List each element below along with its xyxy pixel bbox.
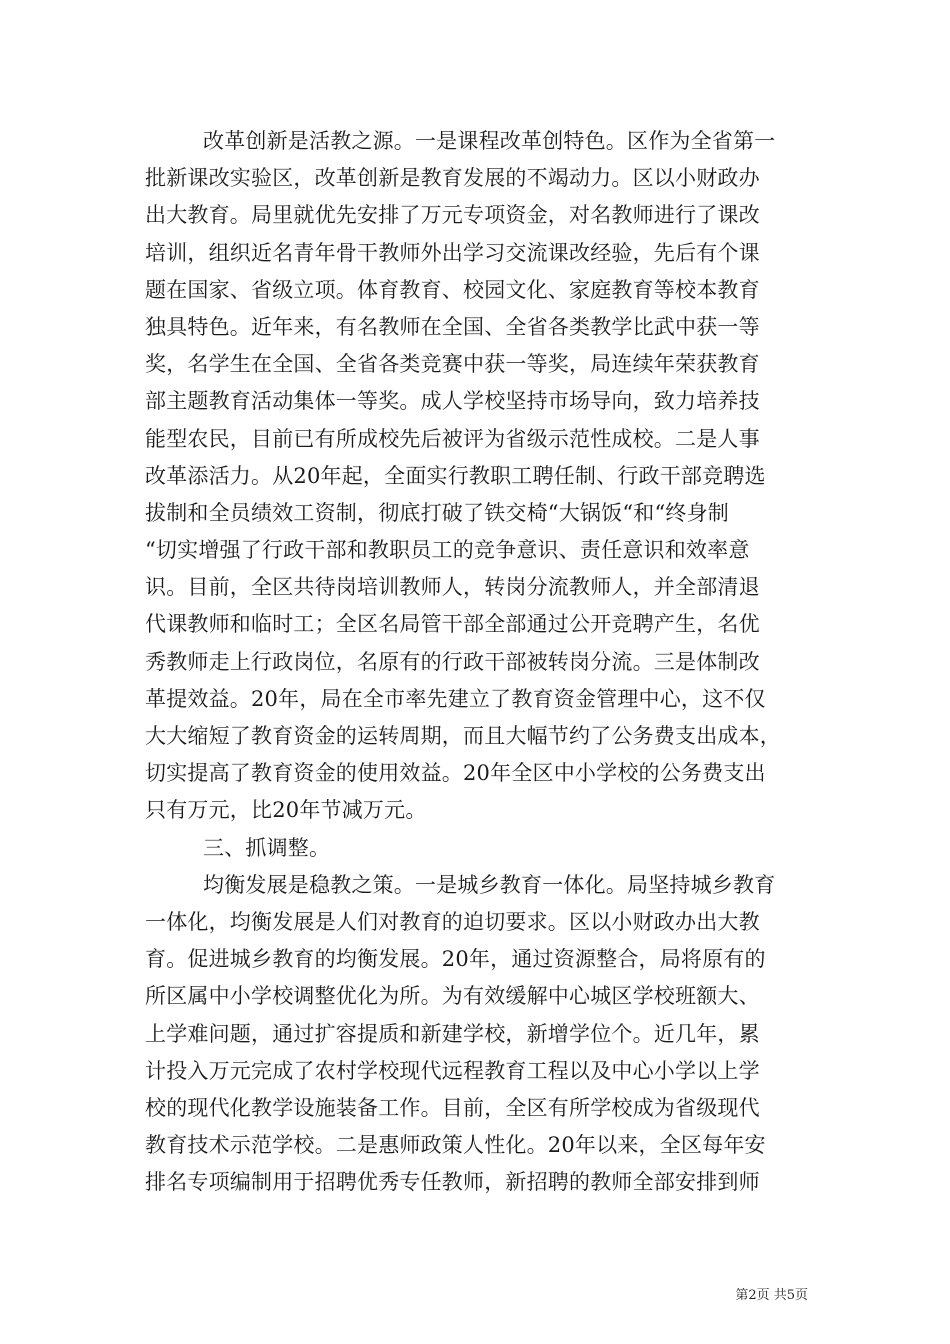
paragraph-line: 识。目前，全区共待岗培训教师人，转岗分流教师人，并全部清退 — [145, 575, 760, 600]
paragraph-line: 批新课改实验区，改革创新是教育发展的不竭动力。区以小财政办 — [145, 166, 760, 191]
paragraph-line: 改革添活力。从20年起，全面实行教职工聘任制、行政干部竞聘选 — [145, 463, 766, 488]
paragraph-line: 只有万元，比20年节减万元。 — [145, 798, 427, 823]
page-number: 第2页 共5页 — [735, 1288, 808, 1303]
paragraph-line: 一体化，均衡发展是人们对教育的迫切要求。区以小财政办出大教 — [145, 909, 760, 934]
paragraph-line: “切实增强了行政干部和教职员工的竞争意识、责任意识和效率意 — [145, 538, 750, 563]
paragraph-line: 独具特色。近年来，有名教师在全国、全省各类教学比武中获一等 — [145, 314, 760, 339]
document-body — [145, 123, 813, 1201]
paragraph-line: 培训，组织近名青年骨干教师外出学习交流课改经验，先后有个课 — [145, 240, 760, 265]
paragraph-line: 计投入万元完成了农村学校现代远程教育工程以及中心小学以上学 — [145, 1058, 760, 1083]
paragraph-line: 秀教师走上行政岗位，名原有的行政干部被转岗分流。三是体制改 — [145, 649, 760, 674]
paragraph-line: 所区属中小学校调整优化为所。为有效缓解中心城区学校班额大、 — [145, 984, 760, 1009]
paragraph-line: 题在国家、省级立项。体育教育、校园文化、家庭教育等校本教育 — [145, 277, 760, 302]
paragraph-line: 拔制和全员绩效工资制，彻底打破了铁交椅“大锅饭“和“终身制 — [145, 500, 730, 525]
paragraph-line: 均衡发展是稳教之策。一是城乡教育一体化。局坚持城乡教育 — [203, 872, 776, 897]
paragraph-line: 代课教师和临时工；全区名局管干部全部通过公开竞聘产生，名优 — [145, 612, 760, 637]
section-heading: 三、抓调整。 — [203, 835, 331, 860]
paragraph-line: 部主题教育活动集体一等奖。成人学校坚持市场导向，致力培养技 — [145, 389, 760, 414]
paragraph-line: 切实提高了教育资金的使用效益。20年全区中小学校的公务费支出 — [145, 761, 766, 786]
paragraph-line: 奖，名学生在全国、全省各类竞赛中获一等奖，局连续年荣获教育 — [145, 352, 760, 377]
paragraph-line: 出大教育。局里就优先安排了万元专项资金，对名教师进行了课改 — [145, 203, 760, 228]
paragraph-line: 排名专项编制用于招聘优秀专任教师，新招聘的教师全部安排到师 — [145, 1170, 760, 1195]
paragraph-line: 教育技术示范学校。二是惠师政策人性化。20年以来，全区每年安 — [145, 1133, 766, 1158]
paragraph-line: 革提效益。20年，局在全市率先建立了教育资金管理中心，这不仅 — [145, 686, 766, 711]
paragraph-line: 大大缩短了教育资金的运转周期，而且大幅节约了公务费支出成本， — [145, 724, 781, 748]
paragraph-line: 上学难问题，通过扩容提质和新建学校，新增学位个。近几年，累 — [145, 1021, 760, 1046]
paragraph-line: 育。促进城乡教育的均衡发展。20年，通过资源整合，局将原有的 — [145, 947, 766, 972]
paragraph-line: 校的现代化教学设施装备工作。目前，全区有所学校成为省级现代 — [145, 1095, 760, 1120]
paragraph-line: 改革创新是活教之源。一是课程改革创特色。区作为全省第一 — [203, 129, 776, 153]
paragraph-line: 能型农民，目前已有所成校先后被评为省级示范性成校。二是人事 — [145, 426, 760, 451]
